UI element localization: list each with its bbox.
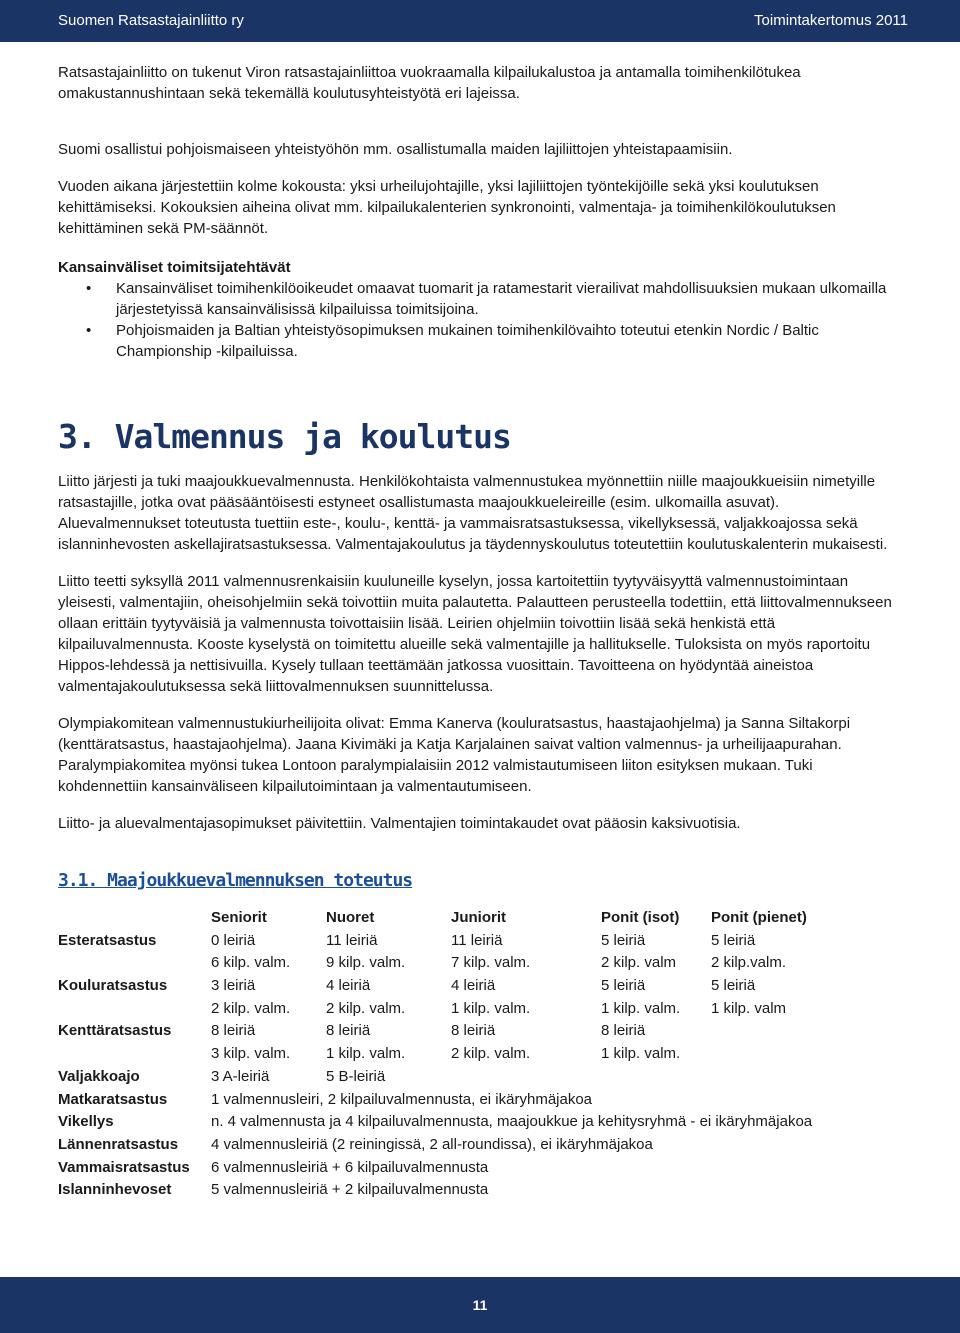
discipline-name: Kouluratsastus [58, 977, 168, 995]
table-cell: 2 kilp. valm. [326, 999, 406, 1017]
table-cell: 8 leiriä [326, 1022, 371, 1040]
discipline-name [58, 998, 211, 1021]
section-3-paragraph: Olympiakomitean valmennustukiurheilijoita olivat: Emma Kanerva (kouluratsastus, haastajaohjelma) ja Sanna Siltakorpi (kenttäratsastus, haastajaohjelma). Jaana Kivimäki ja Katja Karjalainen saivat valtion valmennus- ja urheilijaapurahan. Paralympiakomitea myönsi tukea Lontoon paralympialaisiin 2012 valmistautumiseen liiton esityksen mukaan. Tuki kohdennettiin kansainväliseen kilpailutoimintaan ja valmentautumiseen. [58, 715, 851, 795]
table-cell: 8 leiriä [211, 1022, 256, 1040]
table-cell: 3 leiriä [211, 977, 256, 995]
discipline-name: Esteratsastus [58, 931, 157, 949]
discipline-name: Matkaratsastus [58, 1090, 168, 1108]
table-cell: 11 leiriä [451, 931, 503, 949]
intro-paragraph: Vuoden aikana järjestettiin kolme kokousta: yksi urheilujohtajille, yksi lajiliittojen työntekijöille sekä yksi koulutuksen kehittämiseksi. Kokouksien aiheina olivat mm. kilpailukalenterien synkronointi, valmentaja- ja toimihenkilökoulutuksen kehittäminen sekä PM-säännöt. [58, 178, 836, 237]
table-cell: 1 kilp. valm. [601, 999, 681, 1017]
table-cell: 4 leiriä [451, 977, 496, 995]
column-header: Juniorit [451, 909, 506, 926]
intl-bullet-list [58, 278, 902, 362]
discipline-name: Islanninhevoset [58, 1181, 172, 1199]
page-header [0, 0, 960, 42]
table-row [58, 1089, 812, 1112]
intro-paragraph: Ratsastajainliitto on tukenut Viron ratsastajainliittoa vuokraamalla kilpailukalustoa ja antamalla toimihenkilötukea omakustannushintaan sekä tekemällä koulutusyhteistyötä eri lajeissa. [58, 64, 801, 102]
table-row [58, 1111, 812, 1134]
table-cell: 6 kilp. valm. [211, 954, 291, 972]
table-cell: 1 kilp. valm. [451, 999, 531, 1017]
section-3-paragraph: Liitto- ja aluevalmentajasopimukset päivitettiin. Valmentajien toimintakaudet ovat pääosin kaksivuotisia. [58, 815, 741, 832]
table-cell: 5 valmennusleiriä + 2 kilpailuvalmennusta [211, 1181, 489, 1199]
table-cell: 5 leiriä [711, 931, 756, 949]
table-cell: 1 kilp. valm. [326, 1045, 406, 1063]
page-footer [0, 1277, 960, 1333]
table-cell [451, 1066, 601, 1089]
table-row [58, 952, 807, 975]
section-3-1-title: 3.1. Maajoukkuevalmennuksen toteutus [58, 870, 413, 891]
intl-heading: Kansainväliset toimitsijatehtävät [58, 259, 291, 276]
table-row [58, 1043, 807, 1066]
section-3-paragraph: Liitto järjesti ja tuki maajoukkuevalmennusta. Henkilökohtaista valmennustukea myönnettiin niille maajoukkueisiin nimetyille ratsastajille, jotka ovat pääsääntöisesti estyneet osallistumasta maajoukkueleireille (esim. ulkomailla asuvat). Aluevalmennukset toteutusta tuettiin este-, koulu-, kenttä- ja vammaisratsastuksessa, vikellyksessä, valjakkoajossa sekä islanninhevosten askellajiratsastuksessa. Valmentajakoulutus ja täydennyskoulutus toteutettiin koulutuskalenterin mukaisesti. [58, 473, 888, 553]
intro-paragraph: Suomi osallistui pohjoismaiseen yhteistyöhön mm. osallistumalla maiden lajiliittojen yhteistapaamisiin. [58, 141, 733, 158]
table-row [58, 930, 807, 953]
page-content [58, 62, 902, 1202]
table-row [58, 998, 807, 1021]
table-row [58, 975, 807, 998]
discipline-name: Lännenratsastus [58, 1135, 179, 1153]
table-row [58, 1066, 807, 1089]
table-cell [711, 1043, 807, 1066]
column-header: Ponit (isot) [601, 909, 680, 926]
training-table [58, 907, 807, 1089]
table-cell: 2 kilp. valm [601, 954, 677, 972]
discipline-name: Kenttäratsastus [58, 1022, 172, 1040]
table-cell: 5 leiriä [711, 977, 756, 995]
section-3-title: 3. Valmennus ja koulutus [58, 417, 511, 456]
table-cell: 6 valmennusleiriä + 6 kilpailuvalmennusta [211, 1158, 489, 1176]
table-cell: 8 leiriä [451, 1022, 496, 1040]
table-cell [711, 1066, 807, 1089]
table-cell: 8 leiriä [601, 1022, 646, 1040]
column-header: Seniorit [211, 909, 267, 926]
table-cell: 3 kilp. valm. [211, 1045, 291, 1063]
header-doc-title: Toimintakertomus 2011 [754, 12, 908, 29]
table-cell: 5 leiriä [601, 931, 646, 949]
table-cell: 5 B-leiriä [326, 1067, 386, 1085]
table-cell: 9 kilp. valm. [326, 954, 406, 972]
table-cell: 11 leiriä [326, 931, 378, 949]
table-cell: 1 kilp. valm. [601, 1045, 681, 1063]
column-header: Nuoret [326, 909, 375, 926]
table-row [58, 1157, 812, 1180]
discipline-name: Vammaisratsastus [58, 1158, 190, 1176]
training-wide-table [58, 1089, 812, 1202]
table-header-row [58, 907, 807, 930]
table-cell [601, 1066, 711, 1089]
table-cell: 2 kilp. valm. [211, 999, 291, 1017]
table-row [58, 1020, 807, 1043]
table-cell [711, 1020, 807, 1043]
table-row [58, 1134, 812, 1157]
table-cell: 4 valmennusleiriä (2 reiningissä, 2 all-roundissa), ei ikäryhmäjakoa [211, 1135, 653, 1153]
list-item: • Pohjoismaiden ja Baltian yhteistyösopimuksen mukainen toimihenkilövaihto toteutui etenkin Nordic / Baltic Championship -kilpailuissa. [58, 320, 902, 362]
column-header [58, 907, 211, 930]
table-cell: 1 kilp. valm [711, 999, 787, 1017]
table-row [58, 1179, 812, 1202]
page-number: 11 [472, 1297, 488, 1313]
table-cell: 2 kilp.valm. [711, 954, 787, 972]
table-cell: 5 leiriä [601, 977, 646, 995]
discipline-name [58, 952, 211, 975]
table-cell: 0 leiriä [211, 931, 256, 949]
header-org: Suomen Ratsastajainliitto ry [58, 12, 244, 29]
table-cell: 7 kilp. valm. [451, 954, 531, 972]
section-3-paragraph: Liitto teetti syksyllä 2011 valmennusrenkaisiin kuuluneille kyselyn, jossa kartoitettiin tyytyväisyyttä valmennustoimintaan yleisesti, valmentajiin, oheisohjelmiin sekä toivottiin muita palautetta. Palautteen perusteella todettiin, että liittovalmennukseen ollaan erittäin tyytyväisiä ja valmennusta toivottaisiin lisää. Leirien ohjelmiin toivottiin lisää sekä henkistä että kilpailuvalmennusta. Kooste kyselystä on toimitettu alueille sekä valmentajille ja hallitukselle. Tuloksista on myös raportoitu Hippos-lehdessä ja nettisivuilla. Kysely tullaan teettämään jatkossa vuosittain. Tavoitteena on hyödyntää aineistoa valmentajakoulutuksessa sekä liittovalmennuksen suunnittelussa. [58, 573, 892, 695]
table-cell: 3 A-leiriä [211, 1067, 270, 1085]
table-cell: n. 4 valmennusta ja 4 kilpailuvalmennusta, maajoukkue ja kehitysryhmä - ei ikäryhmäjakoa [211, 1113, 813, 1131]
column-header: Ponit (pienet) [711, 909, 807, 926]
discipline-name [58, 1043, 211, 1066]
table-cell: 1 valmennusleiri, 2 kilpailuvalmennusta, ei ikäryhmäjakoa [211, 1090, 593, 1108]
table-cell: 2 kilp. valm. [451, 1045, 531, 1063]
discipline-name: Valjakkoajo [58, 1067, 140, 1085]
discipline-name: Vikellys [58, 1113, 114, 1131]
table-cell: 4 leiriä [326, 977, 371, 995]
list-item: • Kansainväliset toimihenkilöoikeudet omaavat tuomarit ja ratamestarit vierailivat mahdollisuuksien mukaan ulkomailla järjestetyissä kansainvälisissä kilpailuissa toimitsijoina. [58, 278, 902, 320]
